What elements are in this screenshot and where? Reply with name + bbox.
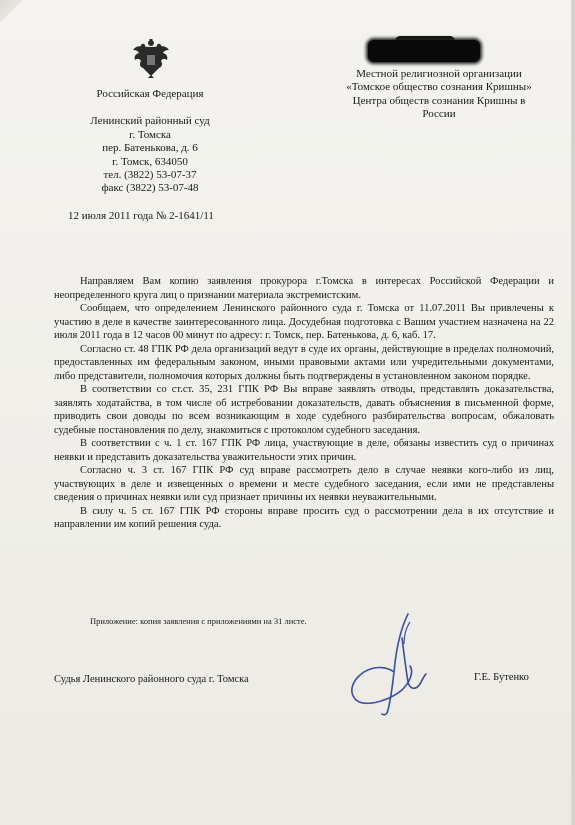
body-paragraph: В соответствии со ст.ст. 35, 231 ГПК РФ Вы вправе заявлять отводы, представлять доказательства, заявлять ходатайства, в том числе об истребовании доказательств, давать объяснения в письменной форме, приводить свои доводы по всем возникающим в ходе судебного разбирательства вопросам, обжаловать судебные постановления по делу, знакомиться с протоколом судебного заседания. (54, 384, 554, 436)
sender-court-line: тел. (3822) 53-07-37 (103, 169, 197, 182)
sender-country: Российская Федерация (96, 88, 204, 100)
attachment-note: Приложение: копия заявления с приложениями на 31 листе. (90, 616, 307, 626)
recipient-line: России (422, 108, 456, 121)
judge-title: Судья Ленинского районного суда г. Томска (54, 674, 249, 685)
page-edge (571, 0, 575, 825)
sender-block (40, 88, 260, 196)
body-paragraph: В соответствии с ч. 1 ст. 167 ГПК РФ лица, участвующие в деле, обязаны известить суд о причинах неявки и представить доказательства уважительности этих причин. (54, 438, 554, 463)
date-reference: 12 июля 2011 года № 2-1641/11 (68, 210, 214, 222)
sender-court-line: г. Томск, 634050 (112, 155, 188, 168)
letter-body (54, 275, 554, 532)
double-headed-eagle-icon (131, 38, 171, 80)
body-paragraph: Согласно ст. 48 ГПК РФ дела организаций ведут в суде их органы, действующие в пределах полномочий, предоставленных им федеральным законом, иными правовыми актами или учредительными документами, либо представители, полномочия которых должны быть подтверждены в установленном законом порядке. (54, 343, 554, 382)
page-fold (0, 0, 22, 22)
body-paragraph: В силу ч. 5 ст. 167 ГПК РФ стороны вправе просить суд о рассмотрении дела в их отсутствие и направлении им копий решения суда. (54, 505, 554, 530)
redaction-mark (368, 40, 480, 62)
signature-icon (330, 610, 440, 720)
recipient-block (330, 68, 548, 122)
judge-name: Г.Е. Бутенко (474, 672, 529, 683)
sender-court-line: факс (3822) 53-07-48 (101, 182, 199, 195)
body-paragraph: Направляем Вам копию заявления прокурора г.Томска в интересах Российской Федерации и неопределенного круга лиц о признании материала экстремистским. (54, 276, 554, 301)
sender-court-line: пер. Батенькова, д. 6 (102, 142, 198, 155)
sender-court-line: Ленинский районный суд (90, 115, 210, 128)
sender-court-line: г. Томска (129, 128, 171, 141)
body-paragraph: Сообщаем, что определением Ленинского районного суда г. Томска от 11.07.2011 Вы привлечены к участию в деле в качестве заинтересованного лица. Досудебная подготовка с Вашим участием назначена на 22 июля 2011 года в 12 часов 00 минут по адресу: г. Томск, пер. Батенькова, д. 6, каб. 17. (54, 303, 554, 341)
recipient-line: «Томское общество сознания Кришны» (346, 81, 532, 94)
recipient-line: Центра обществ сознания Кришны в (352, 94, 526, 107)
recipient-line: Местной религиозной организации (356, 68, 522, 80)
body-paragraph: Согласно ч. 3 ст. 167 ГПК РФ суд вправе рассмотреть дело в случае неявки кого-либо из лиц, участвующих в деле и извещенных о времени и месте судебного заседания, если ими не представлены сведения о причинах неявки или суд признает причины их неявки неуважительными. (54, 465, 554, 503)
